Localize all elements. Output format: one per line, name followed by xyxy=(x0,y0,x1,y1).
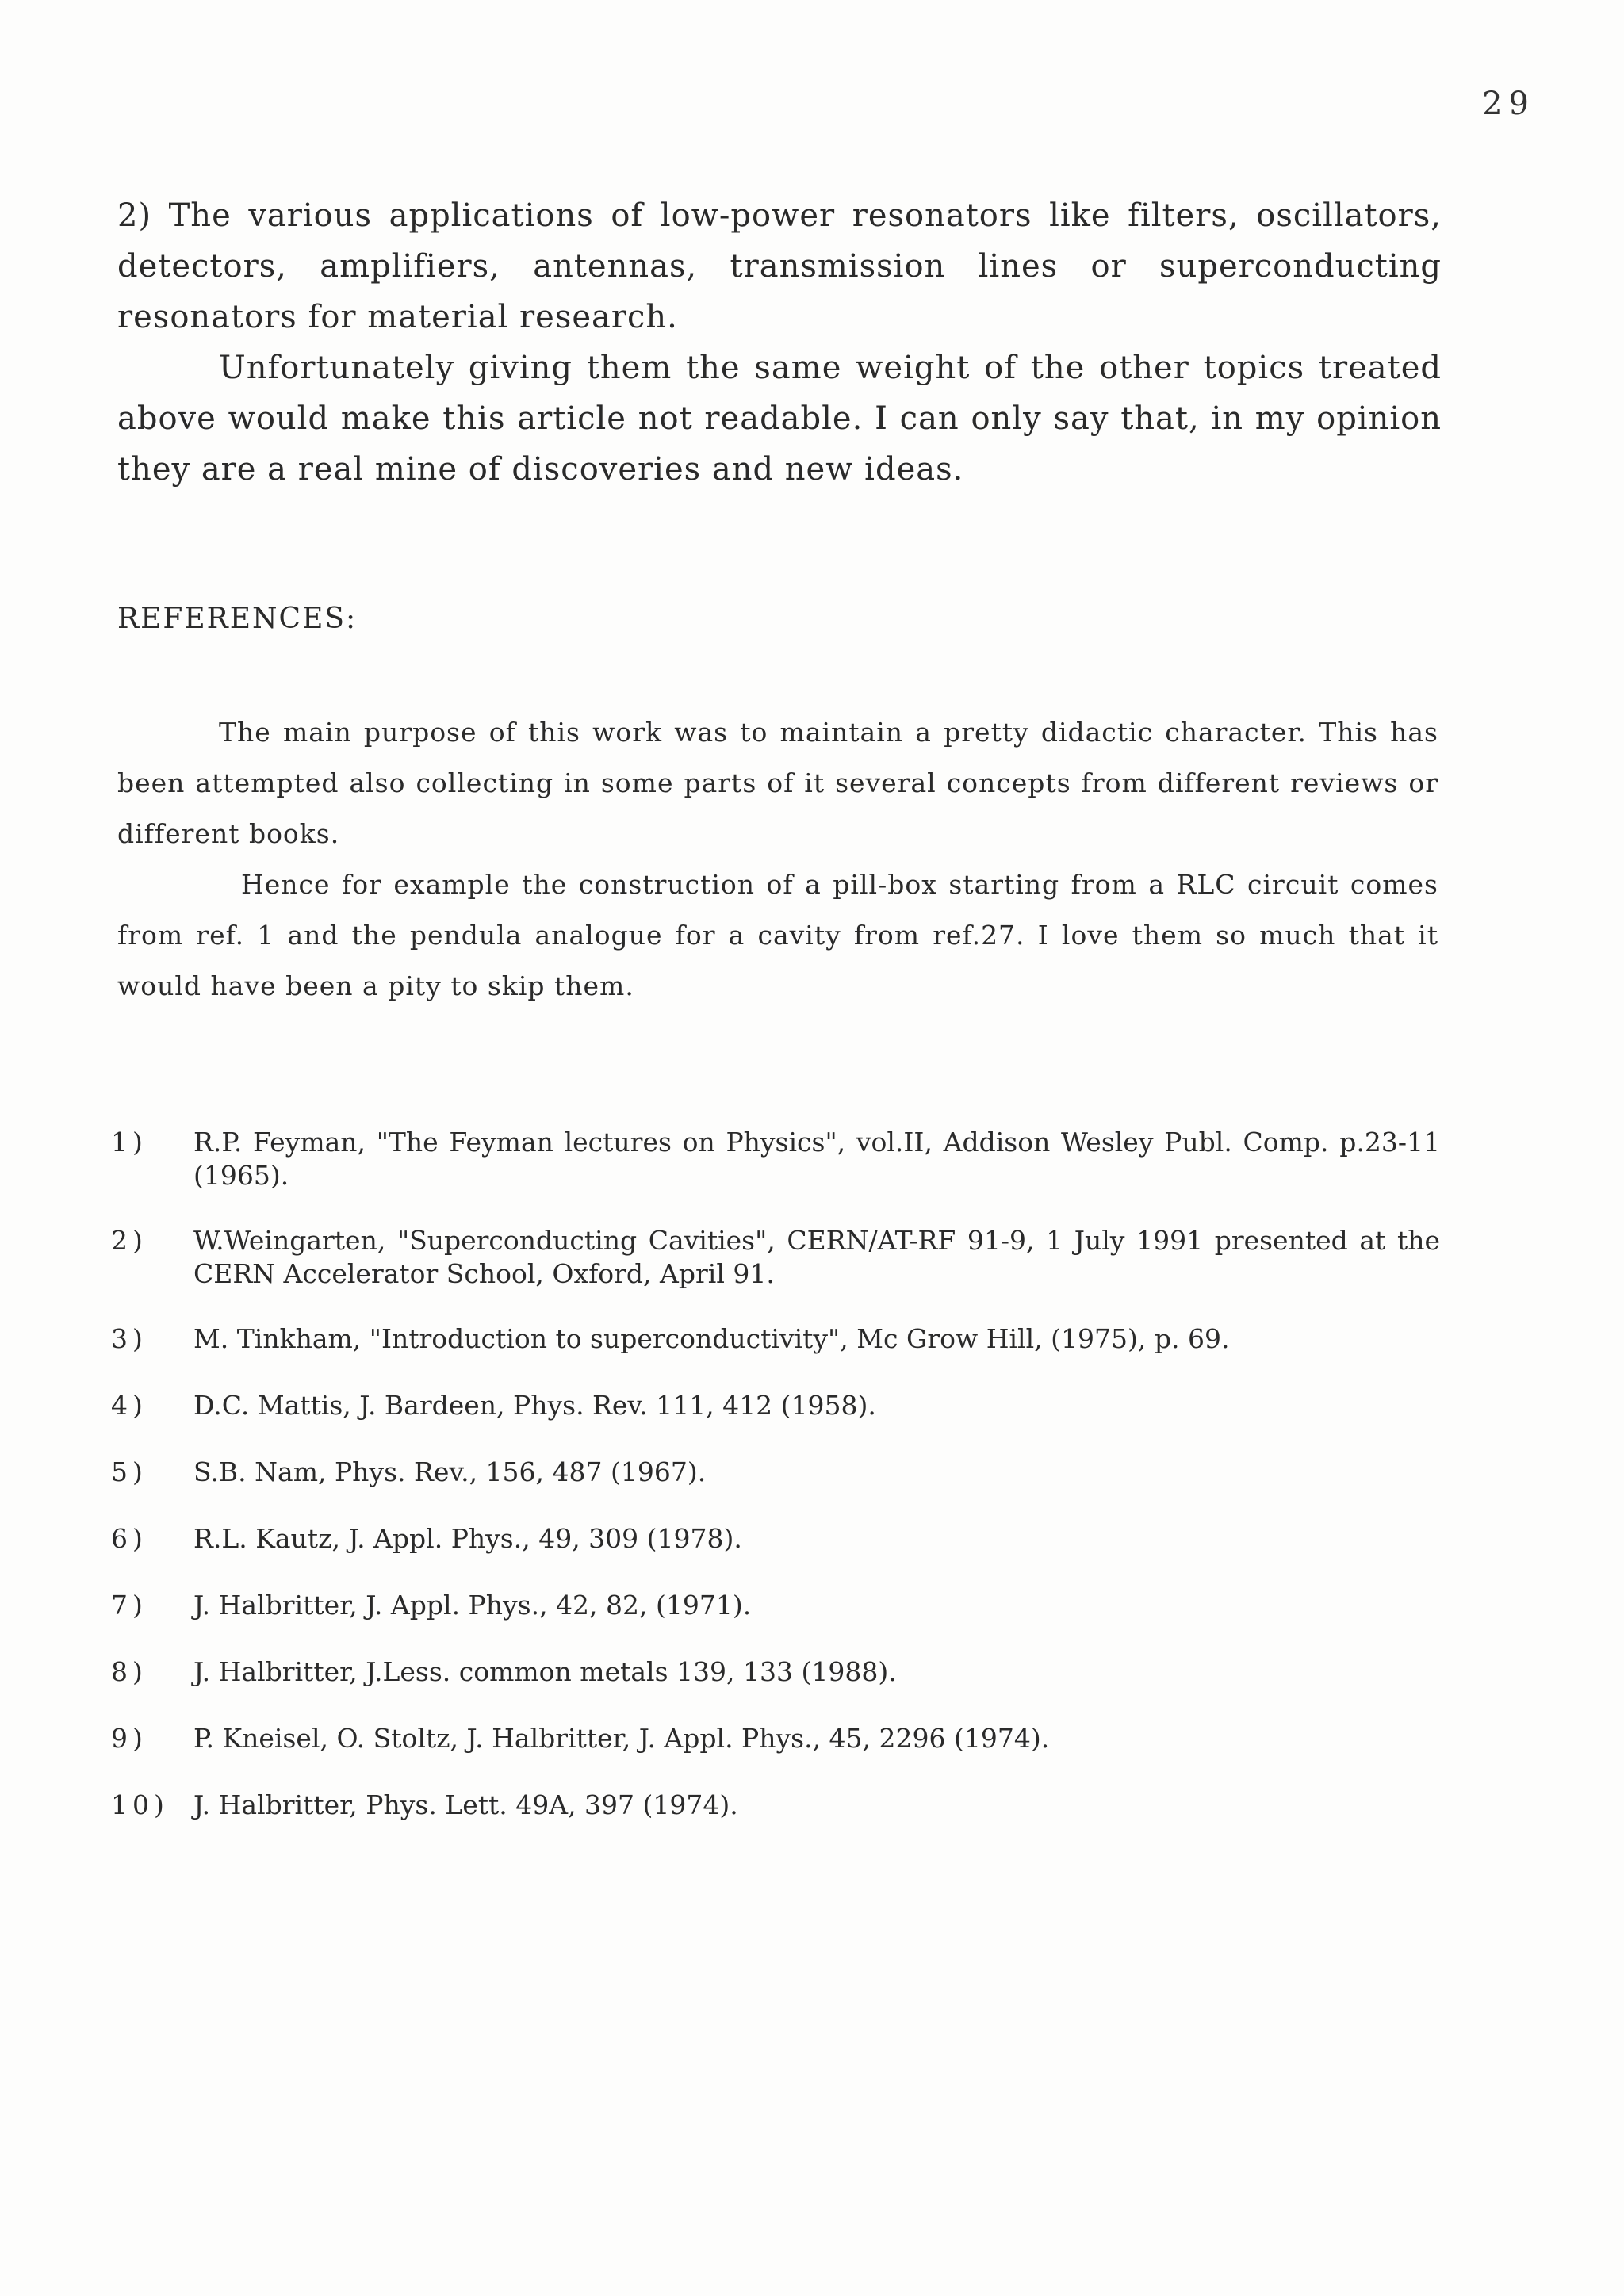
reference-number: 3) xyxy=(111,1323,147,1354)
body-text xyxy=(117,190,1442,495)
reference-item xyxy=(111,1655,1440,1689)
reference-text: R.P. Feyman, "The Feyman lectures on Physics", vol.II, Addison Wesley Publ. Comp. p.23-11 (1965). xyxy=(193,1127,1440,1191)
reference-text: M. Tinkham, "Introduction to superconductivity", Mc Grow Hill, (1975), p. 69. xyxy=(193,1323,1230,1354)
paragraph-applications: 2) The various applications of low-power resonators like filters, oscillators, detectors, amplifiers, antennas, transmission lines or superconducting resonators for material research. xyxy=(117,197,1442,335)
reference-number: 7) xyxy=(111,1590,147,1621)
reference-number: 10) xyxy=(111,1789,169,1820)
references-intro-paragraph-1: The main purpose of this work was to maintain a pretty didactic character. This has been attempted also collecting in some parts of it several concepts from different reviews or different books. xyxy=(117,717,1438,849)
references-heading: REFERENCES: xyxy=(117,603,358,635)
reference-number: 5) xyxy=(111,1456,147,1487)
reference-item xyxy=(111,1789,1440,1822)
reference-item xyxy=(111,1126,1440,1192)
reference-item xyxy=(111,1322,1440,1356)
reference-text: J. Halbritter, J. Appl. Phys., 42, 82, (1971). xyxy=(193,1590,752,1621)
reference-number: 6) xyxy=(111,1523,147,1554)
reference-number: 9) xyxy=(111,1723,147,1754)
reference-item xyxy=(111,1522,1440,1556)
reference-text: R.L. Kautz, J. Appl. Phys., 49, 309 (1978). xyxy=(193,1523,742,1554)
reference-text: W.Weingarten, "Superconducting Cavities", CERN/AT-RF 91-9, 1 July 1991 presented at the CERN Accelerator School, Oxford, April 91. xyxy=(193,1225,1440,1289)
reference-item xyxy=(111,1456,1440,1489)
reference-text: S.B. Nam, Phys. Rev., 156, 487 (1967). xyxy=(193,1456,707,1487)
reference-number: 8) xyxy=(111,1656,147,1687)
paragraph-unfortunately: Unfortunately giving them the same weight of the other topics treated above would make this article not readable. I can only say that, in my opinion they are a real mine of discoveries and new ideas. xyxy=(117,350,1442,488)
references-intro-paragraph-2: Hence for example the construction of a pill-box starting from a RLC circuit comes from ref. 1 and the pendula analogue for a cavity from ref.27. I love them so much that it would have been a pity to skip them. xyxy=(117,869,1438,1001)
reference-text: J. Halbritter, Phys. Lett. 49A, 397 (1974). xyxy=(193,1789,738,1820)
reference-item xyxy=(111,1722,1440,1755)
reference-item xyxy=(111,1224,1440,1291)
reference-text: D.C. Mattis, J. Bardeen, Phys. Rev. 111, 412 (1958). xyxy=(193,1390,876,1421)
reference-item xyxy=(111,1589,1440,1622)
reference-number: 4) xyxy=(111,1390,147,1421)
references-intro xyxy=(117,707,1438,1012)
reference-list xyxy=(111,1126,1440,1855)
reference-text: P. Kneisel, O. Stoltz, J. Halbritter, J. Appl. Phys., 45, 2296 (1974). xyxy=(193,1723,1050,1754)
reference-text: J. Halbritter, J.Less. common metals 139, 133 (1988). xyxy=(193,1656,897,1687)
reference-item xyxy=(111,1389,1440,1422)
reference-number: 1) xyxy=(111,1127,147,1158)
reference-number: 2) xyxy=(111,1225,147,1256)
page-number: 29 xyxy=(1482,86,1535,122)
